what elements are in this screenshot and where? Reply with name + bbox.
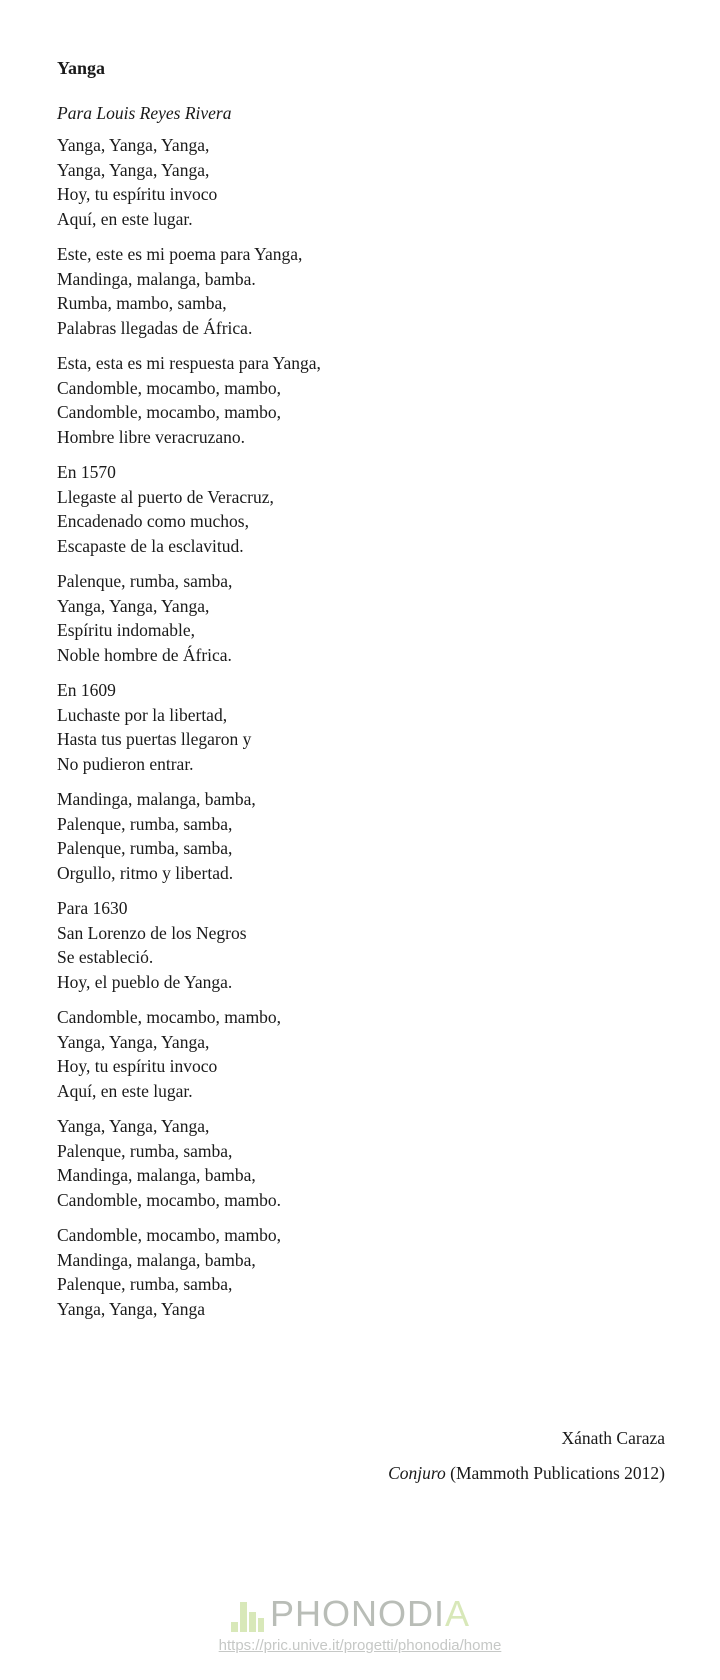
poem-line: Palenque, rumba, samba, [57,571,233,592]
stanza [57,678,667,776]
stanza [57,569,667,667]
poem-line: Llegaste al puerto de Veracruz, [57,486,274,507]
poem-line: Palenque, rumba, samba, [57,813,233,834]
poem-line: No pudieron entrar. [57,753,194,774]
stanza [57,787,667,885]
poem-line: Aquí, en este lugar. [57,208,193,229]
poem-line: Escapaste de la esclavitud. [57,535,244,556]
poem-line: Yanga, Yanga, Yanga, [57,135,210,156]
poem-line: En 1609 [57,680,116,701]
poem-line: Yanga, Yanga, Yanga, [57,595,210,616]
book-title: Conjuro [388,1463,446,1483]
poem-line: Para 1630 [57,898,128,919]
logo-text-accent: A [445,1593,471,1634]
poem-line: Palenque, rumba, samba, [57,838,233,859]
poem-line: Yanga, Yanga, Yanga, [57,1031,210,1052]
poem-line: Hombre libre veracruzano. [57,426,246,447]
poem-line: San Lorenzo de los Negros [57,922,247,943]
poem-line: Candomble, mocambo, mambo, [57,402,282,423]
poem-line: Hoy, tu espíritu invoco [57,184,218,205]
logo-text-main: PHONODI [270,1593,446,1634]
stanza [57,460,667,558]
poem-line: Luchaste por la libertad, [57,704,228,725]
poem-line: Mandinga, malanga, bamba, [57,1249,256,1270]
stanza [57,351,667,449]
stanza [57,1114,667,1212]
poem-line: Mandinga, malanga, bamba. [57,268,256,289]
logo-wordmark [270,1593,471,1634]
poem-line: Hoy, tu espíritu invoco [57,1056,218,1077]
poem-line: Hoy, el pueblo de Yanga. [57,971,233,992]
author-name: Xánath Caraza [561,1428,665,1448]
poem-line: Yanga, Yanga, Yanga [57,1298,205,1319]
stanza [57,133,667,231]
poem-line: Noble hombre de África. [57,644,232,665]
stanza [57,896,667,994]
poem-line: Orgullo, ritmo y libertad. [57,862,234,883]
poem-line: Encadenado como muchos, [57,511,249,532]
poem-line: Hasta tus puertas llegaron y [57,729,252,750]
poem-line: Mandinga, malanga, bamba, [57,789,256,810]
poem-line: Palabras llegadas de África. [57,317,253,338]
source-citation [388,1463,665,1484]
bar-chart-icon [230,1598,264,1632]
poem-line: Aquí, en este lugar. [57,1080,193,1101]
poem-line: Este, este es mi poema para Yanga, [57,244,303,265]
poem [57,58,667,1332]
stanza [57,242,667,340]
poem-line: Se estableció. [57,947,154,968]
poem-line: Candomble, mocambo, mambo. [57,1189,282,1210]
poem-line: Palenque, rumba, samba, [57,1140,233,1161]
stanza [57,1005,667,1103]
poem-body [57,133,667,1321]
poem-dedication: Para Louis Reyes Rivera [57,102,232,123]
poem-title: Yanga [57,58,106,78]
poem-line: Mandinga, malanga, bamba, [57,1165,256,1186]
poem-line: Espíritu indomable, [57,620,196,641]
poem-line: Esta, esta es mi respuesta para Yanga, [57,353,321,374]
phonodia-logo [230,1592,470,1632]
poem-line: Candomble, mocambo, mambo, [57,377,282,398]
poem-line: Candomble, mocambo, mambo, [57,1007,282,1028]
poem-line: Palenque, rumba, samba, [57,1274,233,1295]
stanza [57,1223,667,1321]
footer-link[interactable]: https://pric.unive.it/progetti/phonodia/home [218,1637,502,1654]
poem-line: Yanga, Yanga, Yanga, [57,159,210,180]
publisher-info: (Mammoth Publications 2012) [450,1463,665,1483]
poem-line: En 1570 [57,462,116,483]
poem-line: Rumba, mambo, samba, [57,293,227,314]
poem-line: Yanga, Yanga, Yanga, [57,1116,210,1137]
poem-line: Candomble, mocambo, mambo, [57,1225,282,1246]
